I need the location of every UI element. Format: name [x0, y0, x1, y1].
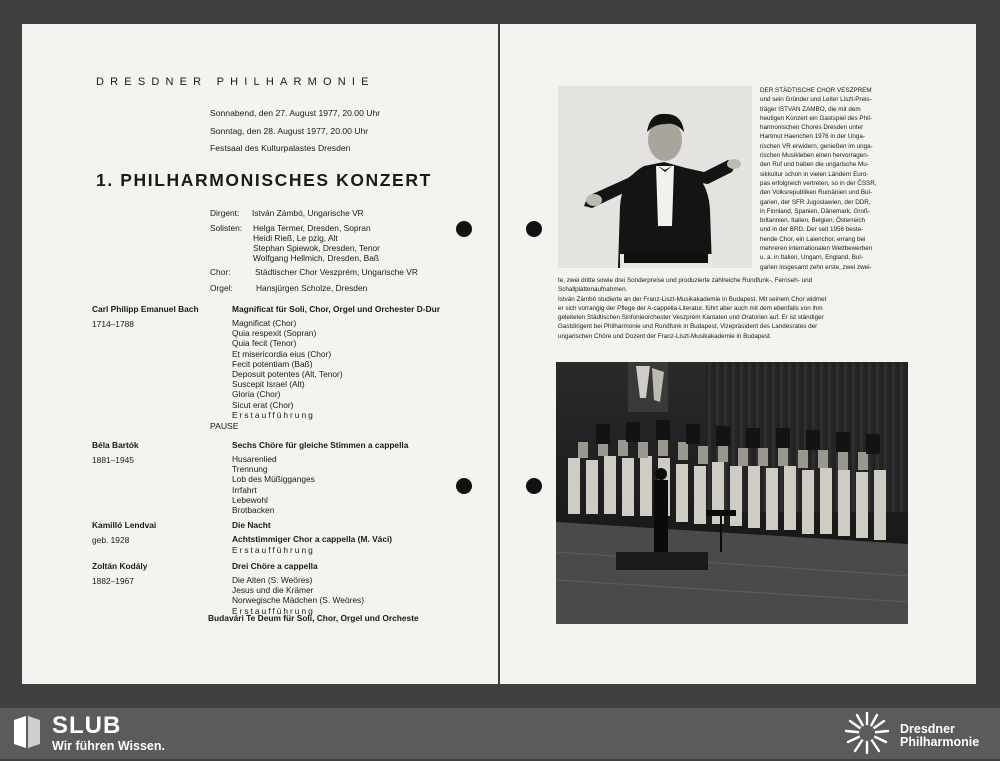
composer-name: Kamilló Lendvai	[92, 520, 157, 530]
soloists-label: Solisten:	[210, 223, 243, 233]
movement: Magnificat (Chor)	[232, 318, 297, 328]
article-continuation	[558, 276, 964, 341]
binder-hole	[456, 221, 472, 237]
pause-label: PAUSE	[210, 421, 239, 431]
premiere-note: Erstaufführung	[232, 409, 315, 420]
article-line: mehreren internationalen Wettbewerben	[760, 245, 873, 253]
premiere-note: Erstaufführung	[232, 605, 315, 616]
article-line: rischen Musikleben einen hervorragen-	[760, 152, 869, 160]
article-line: sikkultur schon in vielen Ländern Euro-	[760, 170, 869, 178]
article-line: u. a. in Italien, Ungarn, England, Bul-	[760, 254, 863, 262]
binder-hole	[526, 221, 542, 237]
article-line: garien insgesamt zehn erste, zwei zwei-	[760, 263, 872, 271]
work-block	[232, 304, 440, 420]
work-title: Die Nacht	[232, 520, 271, 530]
premiere-note: Erstaufführung	[232, 545, 315, 555]
concert-date-2: Sonntag, den 28. August 1977, 20.00 Uhr	[210, 126, 369, 136]
movement: Irrfahrt	[232, 484, 257, 495]
article-line: Gastdirigent bei Philharmonie und Rundfunk in Budapest, Vizepräsident des Landesrates der	[558, 323, 818, 331]
library-name: SLUB	[52, 712, 122, 739]
movement: Trennung	[232, 464, 268, 475]
concert-venue: Festsaal des Kulturpalastes Dresden	[210, 143, 351, 153]
article-line: István Zámbó studierte an der Franz-Liszt-Musikakademie in Budapest. Mit seinem Chor widmet	[558, 295, 827, 303]
partner-name-line2: Philharmonie	[900, 735, 980, 749]
library-slogan: Wir führen Wissen.	[52, 739, 165, 753]
partner-name	[900, 723, 979, 749]
partner-name-line1: Dresdner	[900, 722, 955, 736]
orchestra-name: DRESDNER PHILHARMONIE	[96, 76, 375, 88]
article-line: Hartmut Haenchen 1976 in der Unga-	[760, 133, 866, 141]
article-line: er sich vorrangig der Pflege der A-cappella-Literatur, führt aber auch mit dem ebenfalls von ihm	[558, 304, 823, 312]
article-line: te, zwei dritte sowie drei Sonderpreise und produzierte zahlreiche Rundfunk-, Fernseh- und	[558, 277, 813, 284]
conductor-photo	[558, 86, 752, 268]
article-heading: DER STÄDTISCHE CHOR VESZPREM	[760, 87, 872, 94]
choir-photo	[556, 362, 908, 624]
concert-date-1: Sonnabend, den 27. August 1977, 20.00 Uhr	[210, 108, 381, 118]
concert-title: 1. PHILHARMONISCHES KONZERT	[96, 170, 432, 190]
movement: Deposuit potentes (Alt, Tenor)	[232, 369, 343, 380]
conductor-label: Dirgent:	[210, 208, 240, 218]
work-block	[232, 520, 392, 555]
soloist: Stephan Spiewok, Dresden, Tenor	[253, 243, 380, 253]
article-line: und in der BRD. Der seit 1956 beste-	[760, 226, 864, 234]
soloist: Helga Termer, Dresden, Sopran	[253, 223, 371, 233]
article-line: den Ruf und haben die ungarische Mu-	[760, 161, 869, 169]
composer-name: Béla Bartók	[92, 440, 139, 450]
composer-dates: 1881–1945	[92, 455, 134, 465]
work-block	[232, 440, 408, 515]
work-subtitle: Achtstimmiger Chor a cappella (M. Váci)	[232, 534, 393, 544]
soloist: Wolfgang Hellmich, Dresden, Baß	[253, 253, 379, 263]
right-page	[500, 24, 976, 684]
movement: Lob des Müßigganges	[232, 474, 315, 485]
binder-hole	[526, 478, 542, 494]
movement: Husarenlied	[232, 454, 277, 464]
movement: Lebewohl	[232, 494, 268, 505]
composer-block	[92, 520, 156, 546]
movement: Jesus und die Krämer	[232, 585, 314, 596]
article-line: harmonischen Chores Dresden unter	[760, 124, 864, 132]
article-line: und sein Gründer und Leiter Liszt-Preis-	[760, 96, 872, 104]
slub-logo-icon	[12, 714, 42, 750]
work-title: Magnificat für Soli, Chor, Orgel und Orchester D-Dur	[232, 304, 441, 314]
movement: Sicut erat (Chor)	[232, 399, 294, 410]
choir-label: Chor:	[210, 267, 231, 277]
composer-name: Zoltán Kodály	[92, 561, 148, 571]
composer-block	[92, 304, 199, 330]
composer-name: Carl Philipp Emanuel Bach	[92, 304, 199, 314]
work-block	[232, 561, 364, 616]
organist: Hansjürgen Scholze, Dresden	[256, 283, 368, 293]
movement: Et misericordia eius (Chor)	[232, 348, 332, 359]
composer-block	[92, 440, 139, 466]
movement: Quia fecit (Tenor)	[232, 338, 297, 349]
final-work: Budavári Te Deum für Soli, Chor, Orgel und Orcheste	[208, 613, 419, 623]
conductor: István Zámbó, Ungarische VR	[252, 208, 364, 218]
composer-dates: 1714–1788	[92, 319, 134, 329]
movement: Die Alten (S. Weöres)	[232, 575, 313, 585]
choir: Städtischer Chor Veszprém, Ungarische VR	[255, 267, 418, 277]
article-line: heutigen Konzert ein Gastspiel des Phil-	[760, 114, 873, 122]
composer-dates: 1882–1967	[92, 576, 134, 586]
composer-dates: geb. 1928	[92, 535, 130, 545]
movement: Suscepit Israel (Alt)	[232, 379, 305, 390]
article-line: pas erfolgreich vertreten, so in der ČSSR,	[760, 179, 877, 187]
movement: Gloria (Chor)	[232, 389, 281, 400]
movement: Brotbacken	[232, 505, 275, 516]
composer-block	[92, 561, 147, 587]
article-line: ungarischen Chöre und Dozent der Franz-Liszt-Musikakademie in Budapest.	[558, 332, 772, 340]
organ-label: Orgel:	[210, 283, 233, 293]
article-line: garien, der SFR Jugoslawien, der DDR,	[760, 198, 871, 206]
article-line: in Finnland, Spanien, Dänemark, Groß-	[760, 207, 870, 215]
article-column	[760, 86, 964, 272]
article-line: hende Chor, ein Laienchor, errang bei	[760, 235, 866, 243]
movement: Quia respexit (Sopran)	[232, 328, 317, 339]
article-line: den Volksrepubliken Rumänien und Bul-	[760, 189, 873, 197]
partner-logo-icon	[842, 710, 892, 756]
article-line: träger ISTVAN ZAMBO, die mit dem	[760, 105, 861, 113]
article-line: britannien, Italien, Belgien, Österreich	[760, 217, 866, 225]
movement: Fecit potentiam (Baß)	[232, 358, 313, 369]
movement: Norwegische Mädchen (S. Weöres)	[232, 595, 365, 606]
binder-hole	[456, 478, 472, 494]
soloist: Heidi Rieß, Le pzig, Alt	[253, 233, 338, 243]
work-title: Sechs Chöre für gleiche Stimmen a cappella	[232, 440, 409, 450]
work-title: Drei Chöre a cappella	[232, 561, 318, 571]
article-line: Schallplattenaufnahmen.	[558, 286, 628, 294]
article-line: geleiteten Städtischen Sinfonieorchester Veszprém Kantaten und Oratorien auf. Er ist ständiger	[558, 314, 824, 322]
left-page	[22, 24, 498, 684]
article-line: rischen VR erwidern, genießen im unga-	[760, 142, 873, 150]
